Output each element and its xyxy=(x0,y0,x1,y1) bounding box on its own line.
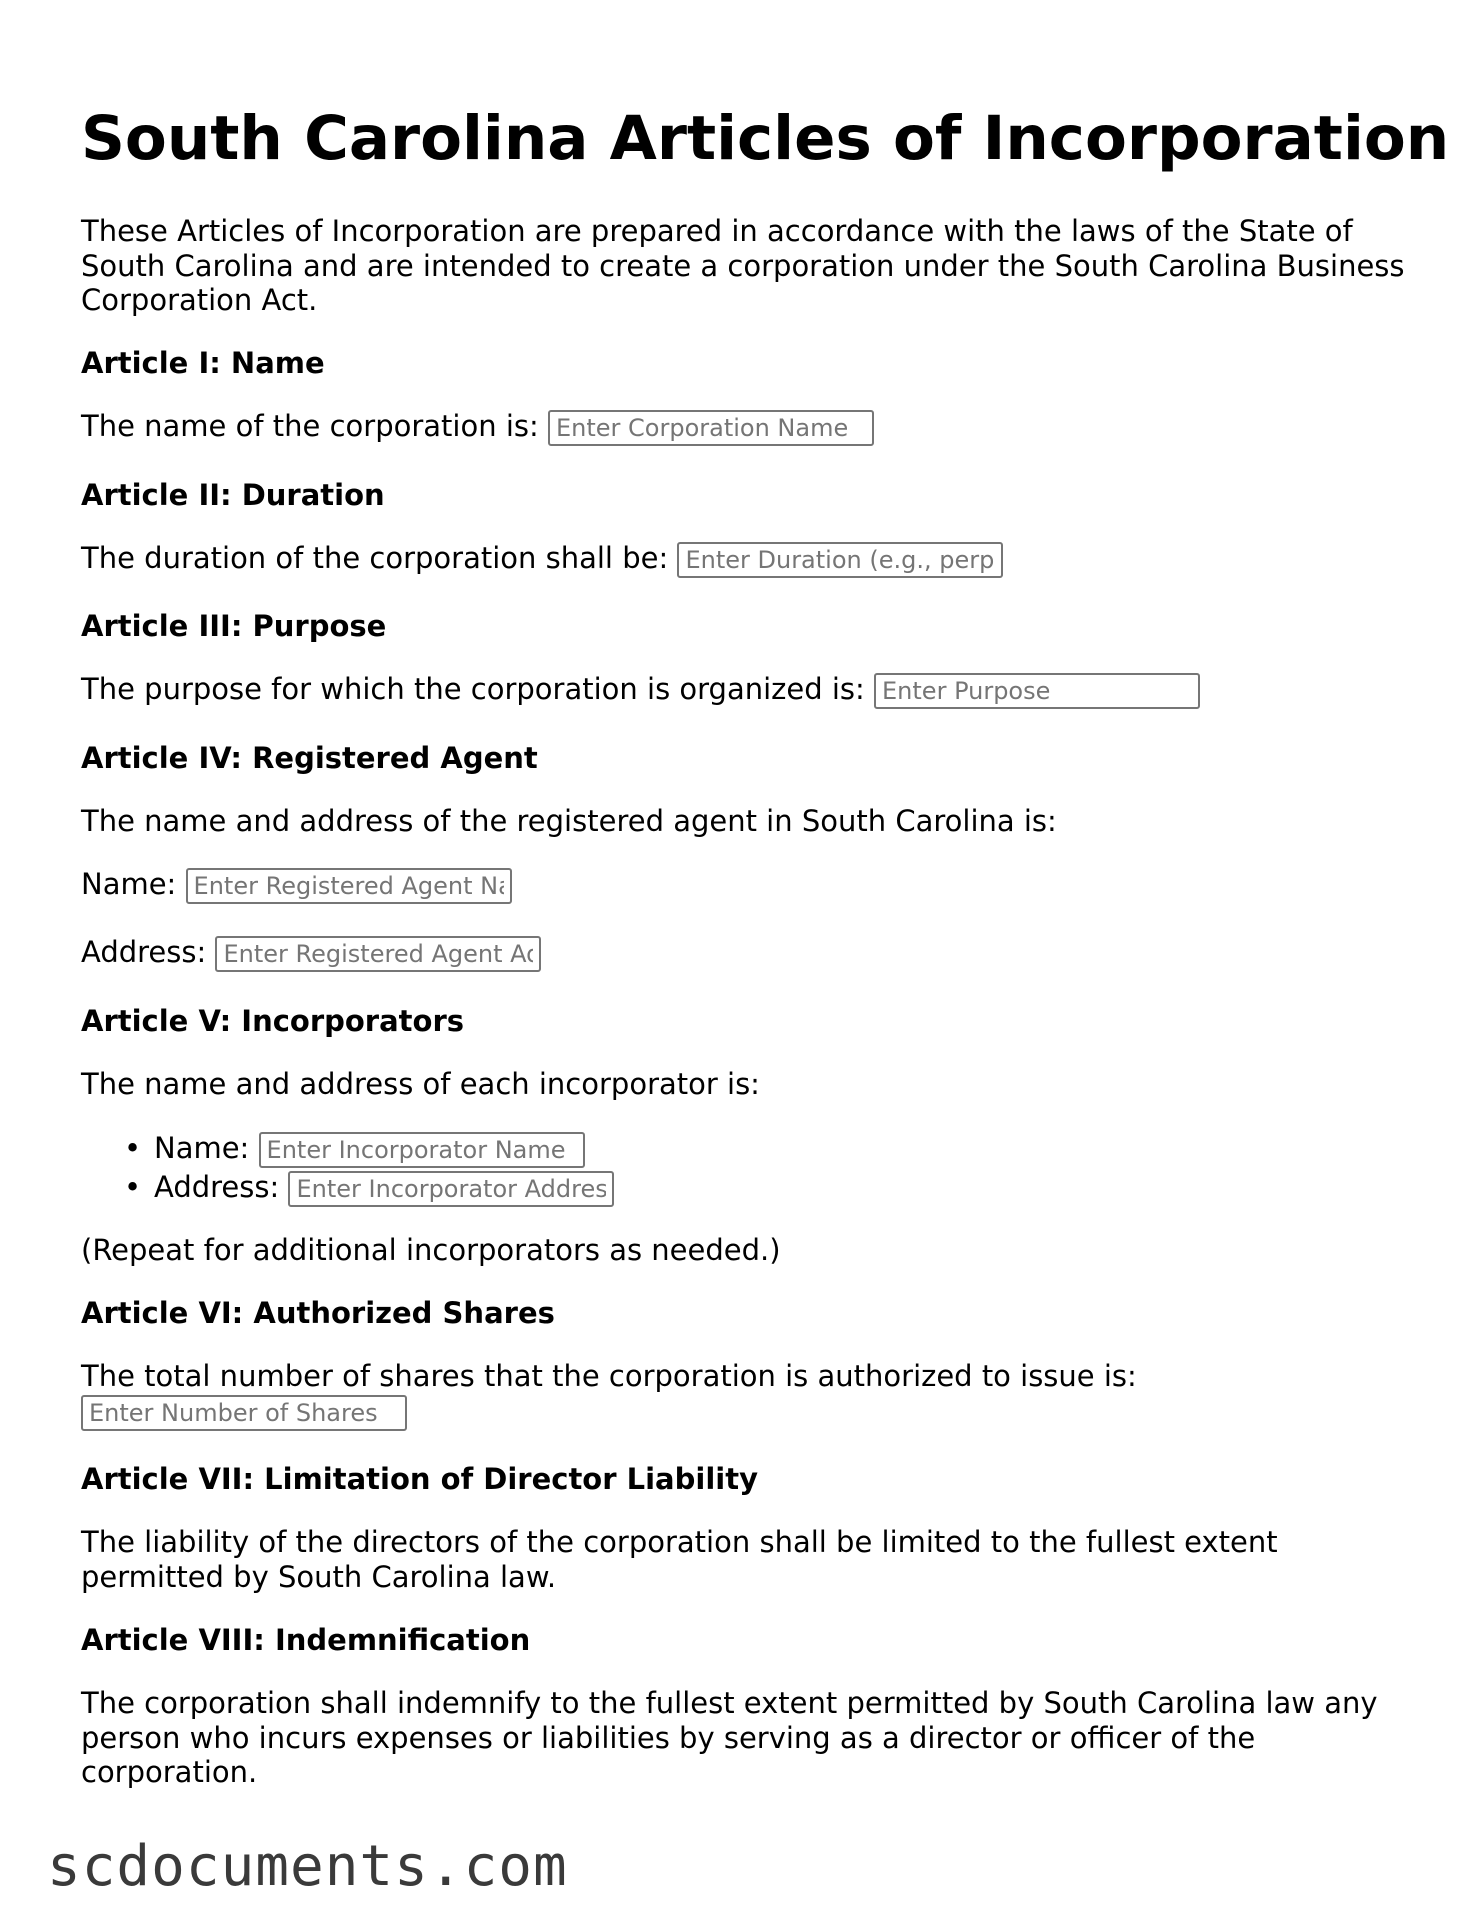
intro-section xyxy=(81,214,1411,318)
duration-input[interactable] xyxy=(677,542,1003,578)
incorporator-address-label: Address: xyxy=(154,1170,280,1204)
incorporator-name-label: Name: xyxy=(154,1131,250,1165)
purpose-input[interactable] xyxy=(874,673,1200,709)
article-3-text: The purpose for which the corporation is organized is: xyxy=(81,672,865,706)
registered-agent-address-line xyxy=(81,935,541,972)
incorporator-address-input[interactable] xyxy=(288,1171,614,1207)
article-2-text: The duration of the corporation shall be: xyxy=(81,541,669,575)
article-4-heading: Article IV: Registered Agent xyxy=(81,741,538,775)
article-8-body xyxy=(81,1686,1421,1790)
corporation-name-input[interactable] xyxy=(548,410,874,446)
authorized-shares-input[interactable] xyxy=(81,1395,407,1431)
registered-agent-name-input[interactable] xyxy=(186,868,512,904)
registered-agent-address-input[interactable] xyxy=(215,936,541,972)
intro-paragraph: These Articles of Incorporation are prepared in accordance with the laws of the State of South Carolina and are intended to create a corporation under the South Carolina Business Corporation Act. xyxy=(81,214,1405,317)
article-3-line xyxy=(81,672,1200,709)
watermark: scdocuments.com xyxy=(47,1834,568,1899)
article-2-line xyxy=(81,541,1003,578)
article-1-line xyxy=(81,409,874,446)
article-8-text: The corporation shall indemnify to the fullest extent permitted by South Carolina law any person who incurs expenses or liabilities by serving as a director or officer of the corporation. xyxy=(81,1686,1378,1789)
article-8-heading: Article VIII: Indemnification xyxy=(81,1623,531,1657)
article-6-text: The total number of shares that the corporation is authorized to issue is: xyxy=(81,1359,1137,1393)
incorporator-name-input[interactable] xyxy=(259,1132,585,1168)
page-title: South Carolina Articles of Incorporation xyxy=(81,103,1450,174)
registered-agent-name-label: Name: xyxy=(81,867,177,901)
article-1-text: The name of the corporation is: xyxy=(81,409,539,443)
article-7-heading: Article VII: Limitation of Director Liability xyxy=(81,1462,758,1496)
incorporator-list xyxy=(0,1129,614,1207)
article-5-heading: Article V: Incorporators xyxy=(81,1004,465,1038)
list-item xyxy=(0,1129,614,1168)
bullet: • xyxy=(124,1131,142,1165)
repeat-note: (Repeat for additional incorporators as needed.) xyxy=(81,1233,781,1267)
article-5-text: The name and address of each incorporator is: xyxy=(81,1067,760,1101)
article-7-text: The liability of the directors of the corporation shall be limited to the fullest extent permitted by South Carolina law. xyxy=(81,1525,1278,1594)
shares-line xyxy=(81,1394,407,1431)
article-3-heading: Article III: Purpose xyxy=(81,609,387,643)
bullet: • xyxy=(124,1170,142,1204)
list-item xyxy=(0,1168,614,1207)
article-2-heading: Article II: Duration xyxy=(81,478,385,512)
article-4-text: The name and address of the registered agent in South Carolina is: xyxy=(81,804,1057,838)
article-7-body xyxy=(81,1525,1331,1594)
article-6-heading: Article VI: Authorized Shares xyxy=(81,1296,555,1330)
article-1-heading: Article I: Name xyxy=(81,346,325,380)
registered-agent-name-line xyxy=(81,867,512,904)
registered-agent-address-label: Address: xyxy=(81,935,207,969)
